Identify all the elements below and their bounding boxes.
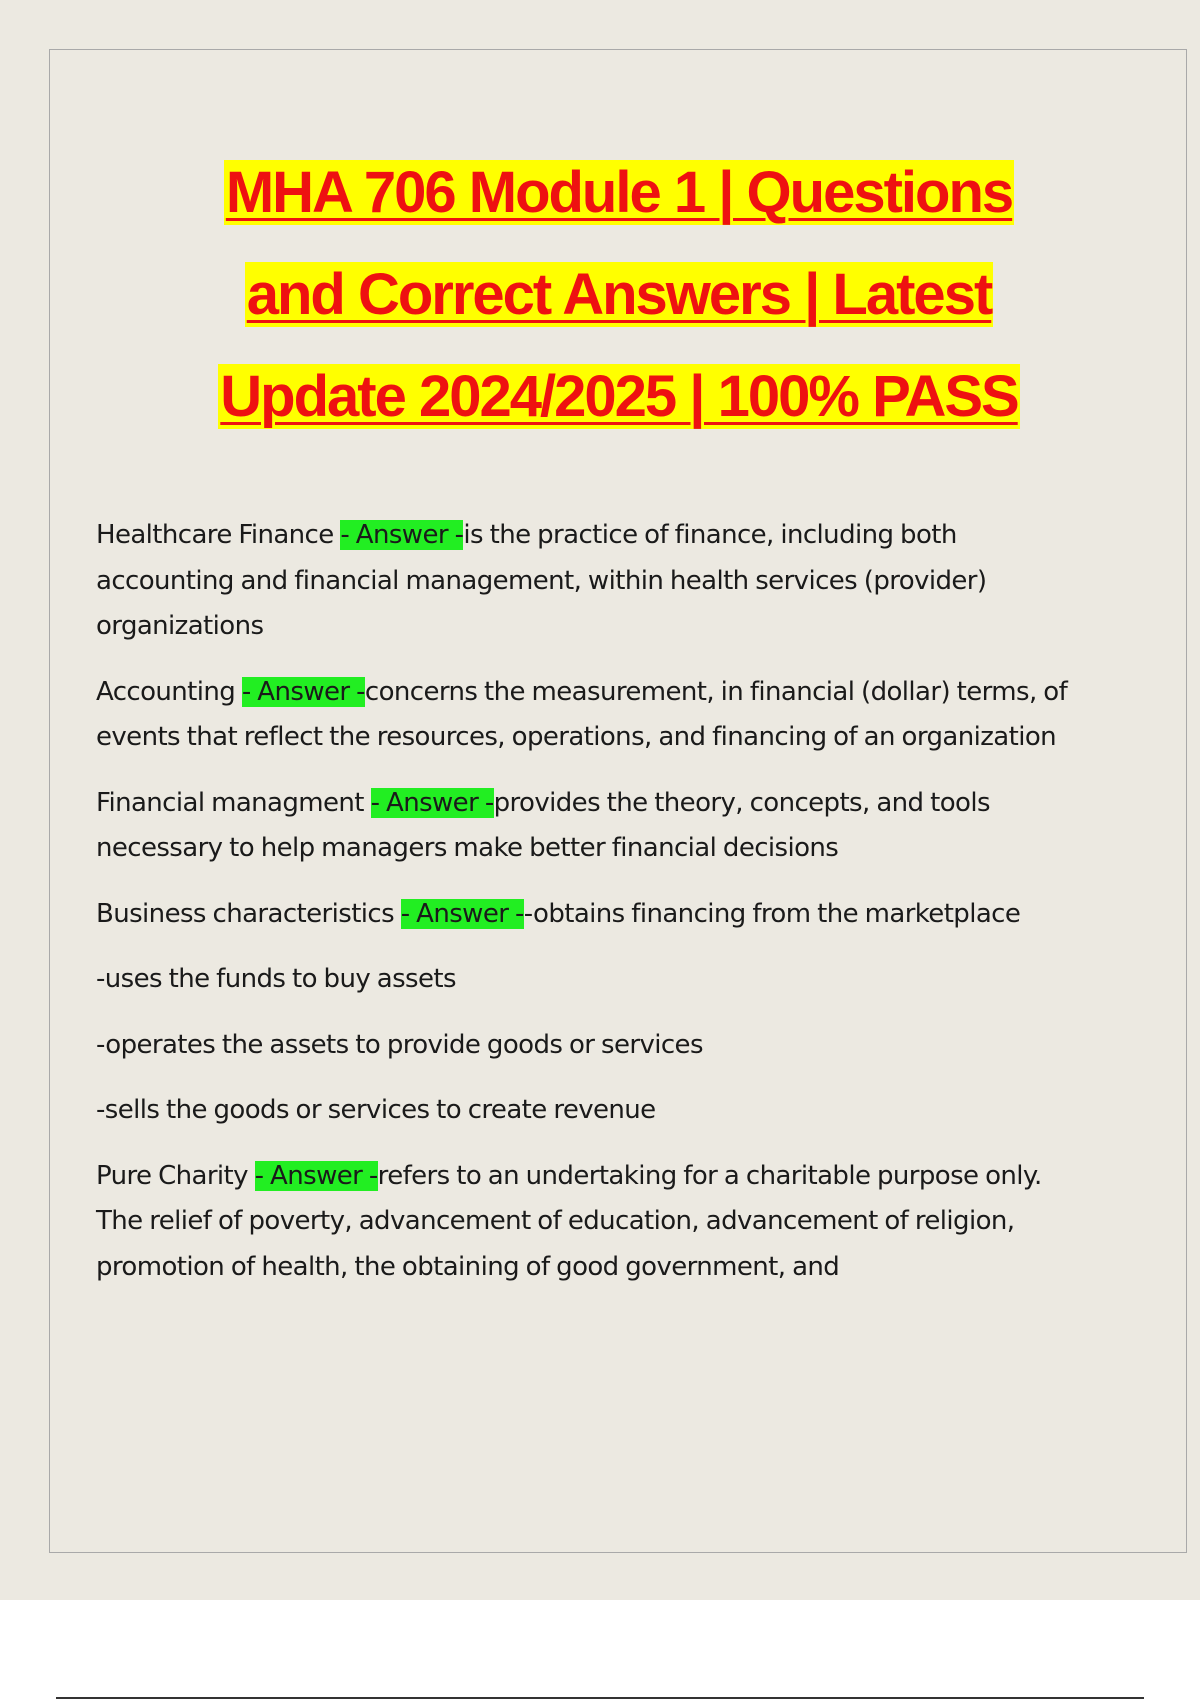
answer-marker: - Answer - <box>241 676 365 707</box>
entry-answer: refers to an undertaking for a charitable purpose only. The relief of poverty, advancement of education, advancement of religion, promotion of health, the obtaining of good government, and <box>96 1160 1042 1282</box>
footer-divider <box>56 1697 1144 1699</box>
qa-entry-business-characteristics <box>96 892 1086 938</box>
document-title <box>50 142 1188 448</box>
list-line-operates-assets: -operates the assets to provide goods or services <box>96 1029 703 1060</box>
answer-marker: - Answer - <box>254 1160 378 1191</box>
entry-term: Financial managment <box>96 787 371 818</box>
list-line-sells-goods: -sells the goods or services to create revenue <box>96 1095 656 1125</box>
qa-entry-accounting <box>96 670 1086 761</box>
entry-term: Pure Charity <box>96 1160 255 1191</box>
entry-answer: provides the theory, concepts, and tools necessary to help managers make better financial decisions <box>96 787 990 863</box>
entry-term: Healthcare Finance <box>96 520 341 550</box>
entry-term: Business characteristics <box>96 898 401 929</box>
title-line <box>50 346 1188 448</box>
answer-marker: - Answer - <box>400 898 524 929</box>
entry-answer: concerns the measurement, in financial (dollar) terms, of events that reflect the resources, operations, and financing of an organization <box>96 676 1068 752</box>
entry-term: Accounting <box>96 676 242 707</box>
title-line <box>50 142 1188 244</box>
entry-answer: -obtains financing from the marketplace <box>523 898 1021 929</box>
list-line-uses-funds: -uses the funds to buy assets <box>96 964 456 994</box>
qa-entry-pure-charity <box>96 1154 1086 1291</box>
entry-answer: is the practice of finance, including both accounting and financial management, within health services (provider) organizations <box>96 520 987 641</box>
answer-marker: - Answer - <box>370 787 494 818</box>
title-line-2: and Correct Answers | Latest <box>246 262 992 327</box>
qa-entry-financial-management <box>96 781 1086 872</box>
answer-marker: - Answer - <box>340 520 464 550</box>
title-line-1: MHA 706 Module 1 | Questions <box>225 160 1013 225</box>
qa-entry-healthcare-finance <box>96 513 1086 650</box>
qa-content <box>96 513 1086 1310</box>
title-line <box>50 244 1188 346</box>
title-line-3: Update 2024/2025 | 100% PASS <box>220 364 1018 429</box>
